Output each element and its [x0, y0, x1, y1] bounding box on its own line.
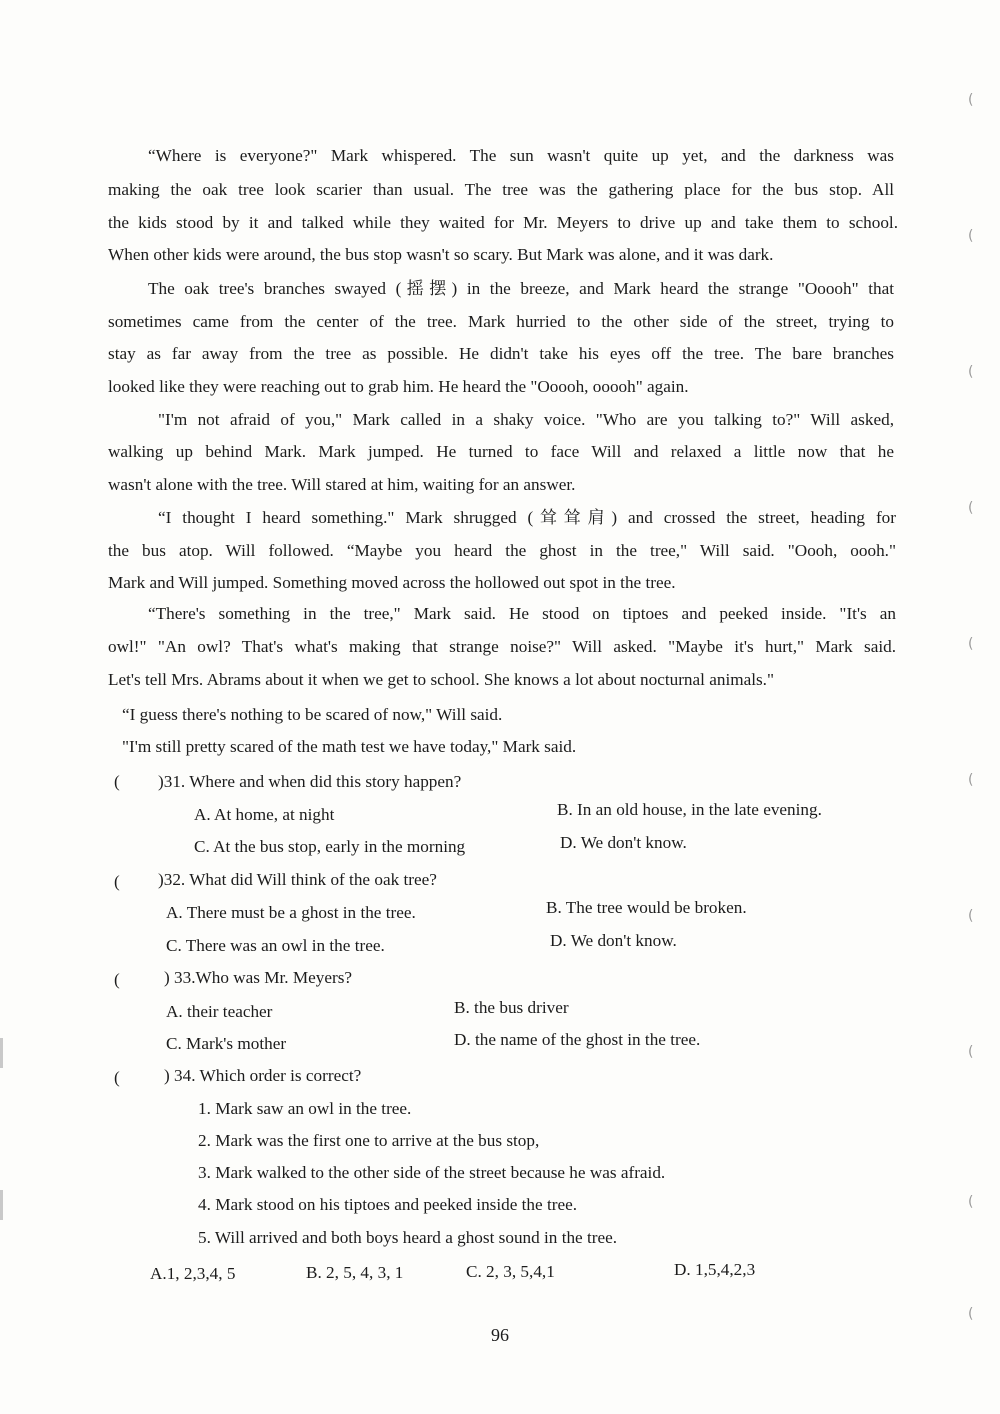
question-32-option-a: A. There must be a ghost in the tree. — [166, 903, 416, 922]
passage-line: “I guess there's nothing to be scared of now," Will said. — [122, 705, 503, 724]
question-31-stem: )31. Where and when did this story happen? — [158, 772, 462, 791]
question-33-option-b: B. the bus driver — [454, 998, 569, 1017]
passage-line: "I'm not afraid of you," Mark called in a shaky voice. "Who are you talking to?" Will asked, — [158, 410, 894, 429]
passage-line: wasn't alone with the tree. Will stared at him, waiting for an answer. — [108, 475, 576, 494]
passage-line: looked like they were reaching out to grab him. He heard the "Ooooh, ooooh" again. — [108, 377, 689, 396]
passage-line: sometimes came from the center of the tree. Mark hurried to the other side of the street, trying to — [108, 312, 894, 331]
question-33-option-d: D. the name of the ghost in the tree. — [454, 1030, 701, 1049]
question-34-option-d: D. 1,5,4,2,3 — [674, 1260, 756, 1279]
passage-line: owl!" "An owl? That's what's making that strange noise?" Will asked. "Maybe it's hurt," Mark said. — [108, 637, 896, 656]
question-34-stem: ) 34. Which order is correct? — [164, 1066, 362, 1085]
binding-hole-mark: ( — [968, 92, 974, 108]
binding-hole-mark: ( — [968, 908, 974, 924]
passage-line: “There's something in the tree," Mark said. He stood on tiptoes and peeked inside. "It's an — [148, 604, 896, 623]
binding-hole-mark: ( — [968, 636, 974, 652]
passage-line: stay as far away from the tree as possible. He didn't take his eyes off the tree. The bare branches — [108, 344, 894, 363]
question-31-option-d: D. We don't know. — [560, 833, 687, 852]
question-34-statement: 4. Mark stood on his tiptoes and peeked inside the tree. — [198, 1195, 577, 1214]
binding-hole-mark: ( — [968, 364, 974, 380]
passage-line: the kids stood by it and talked while they waited for Mr. Meyers to drive up and take them to school. — [108, 213, 898, 232]
passage-line: The oak tree's branches swayed (摇摆) in the breeze, and Mark heard the strange "Ooooh" that — [148, 279, 894, 298]
question-32-stem: )32. What did Will think of the oak tree? — [158, 870, 437, 889]
passage-line: making the oak tree look scarier than usual. The tree was the gathering place for the bus stop. All — [108, 180, 894, 199]
question-31-option-b: B. In an old house, in the late evening. — [557, 800, 822, 819]
passage-line: walking up behind Mark. Mark jumped. He turned to face Will and relaxed a little now that he — [108, 442, 894, 461]
question-32-option-c: C. There was an owl in the tree. — [166, 936, 385, 955]
answer-blank-paren[interactable]: ( — [114, 970, 120, 989]
question-33-option-a: A. their teacher — [166, 1002, 273, 1021]
answer-blank-paren[interactable]: ( — [114, 1068, 120, 1087]
passage-line: “I thought I heard something." Mark shrugged (耸耸肩) and crossed the street, heading for — [158, 508, 896, 527]
question-34-option-a: A.1, 2,3,4, 5 — [150, 1264, 236, 1283]
answer-blank-paren[interactable]: ( — [114, 772, 120, 791]
page-number: 96 — [491, 1325, 509, 1345]
binding-hole-mark: ( — [968, 772, 974, 788]
question-34-statement: 3. Mark walked to the other side of the street because he was afraid. — [198, 1163, 666, 1182]
passage-line: Let's tell Mrs. Abrams about it when we get to school. She knows a lot about nocturnal animals." — [108, 670, 774, 689]
question-33-stem: ) 33.Who was Mr. Meyers? — [164, 968, 353, 987]
scan-edge-mark — [0, 1190, 3, 1220]
question-34-option-c: C. 2, 3, 5,4,1 — [466, 1262, 555, 1281]
passage-line: "I'm still pretty scared of the math test we have today," Mark said. — [122, 737, 577, 756]
binding-hole-mark: ( — [968, 500, 974, 516]
question-31-option-c: C. At the bus stop, early in the morning — [194, 837, 466, 856]
question-33-option-c: C. Mark's mother — [166, 1034, 287, 1053]
question-34-statement: 5. Will arrived and both boys heard a ghost sound in the tree. — [198, 1228, 618, 1247]
passage-line: When other kids were around, the bus stop wasn't so scary. But Mark was alone, and it was dark. — [108, 245, 774, 264]
question-32-option-d: D. We don't know. — [550, 931, 677, 950]
binding-hole-mark: ( — [968, 1306, 974, 1322]
binding-hole-mark: ( — [968, 1194, 974, 1210]
question-32-option-b: B. The tree would be broken. — [546, 898, 747, 917]
binding-hole-mark: ( — [968, 1044, 974, 1060]
passage-line: the bus atop. Will followed. “Maybe you heard the ghost in the tree," Will said. "Oooh, oooh." — [108, 541, 896, 560]
question-34-statement: 1. Mark saw an owl in the tree. — [198, 1099, 412, 1118]
question-34-statement: 2. Mark was the first one to arrive at the bus stop, — [198, 1131, 540, 1150]
passage-line: Mark and Will jumped. Something moved across the hollowed out spot in the tree. — [108, 573, 676, 592]
binding-hole-mark: ( — [968, 228, 974, 244]
question-31-option-a: A. At home, at night — [194, 805, 335, 824]
scan-edge-mark — [0, 1038, 3, 1068]
question-34-option-b: B. 2, 5, 4, 3, 1 — [306, 1263, 404, 1282]
answer-blank-paren[interactable]: ( — [114, 872, 120, 891]
passage-line: “Where is everyone?" Mark whispered. The sun wasn't quite up yet, and the darkness was — [148, 146, 894, 165]
